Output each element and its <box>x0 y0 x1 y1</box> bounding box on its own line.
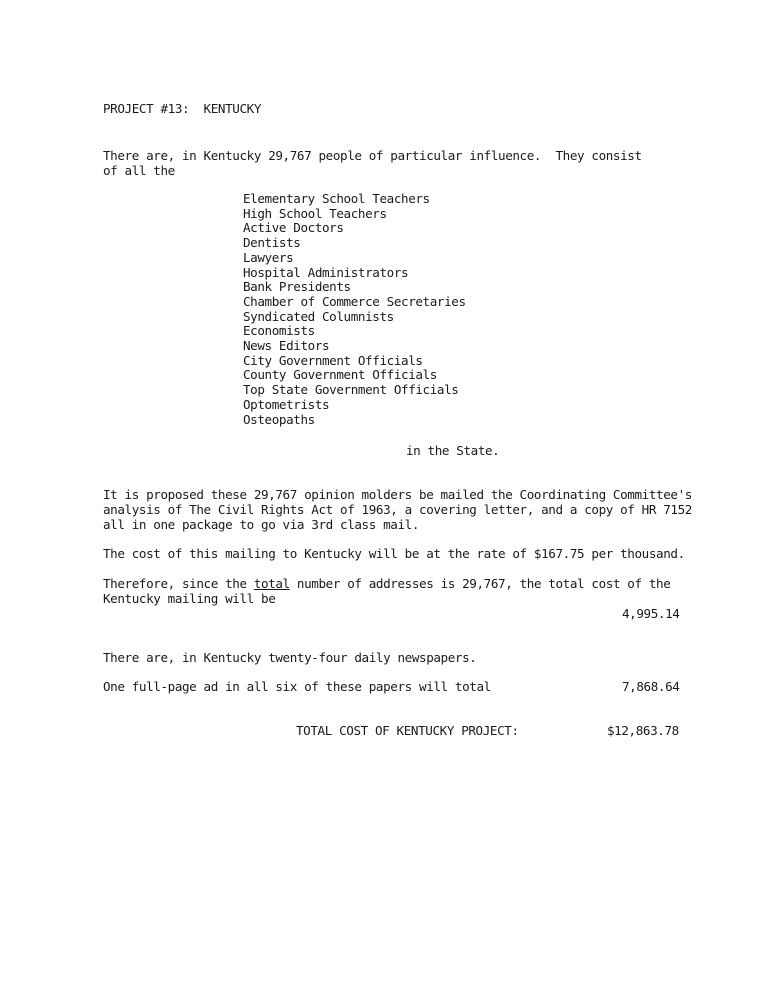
therefore-line-1 <box>103 576 670 591</box>
list-item: Lawyers <box>243 249 294 265</box>
total-cost-value: $12,863.78 <box>607 723 679 738</box>
intro-line-2: of all the <box>103 163 175 178</box>
list-item: Active Doctors <box>243 220 344 236</box>
list-item: Osteopaths <box>243 411 315 427</box>
therefore-pre: Therefore, since the <box>103 576 254 591</box>
therefore-underlined: total <box>253 576 290 591</box>
list-item: News Editors <box>243 338 330 354</box>
proposal-line-1: It is proposed these 29,767 opinion molders be mailed the Coordinating Committee's <box>103 487 692 502</box>
newspapers-line: There are, in Kentucky twenty-four daily newspapers. <box>103 650 477 665</box>
list-item: Dentists <box>243 235 301 251</box>
total-cost-label: TOTAL COST OF KENTUCKY PROJECT: <box>296 723 519 738</box>
ad-cost-line: One full-page ad in all six of these papers will total <box>103 679 491 694</box>
project-heading: PROJECT #13: KENTUCKY <box>103 101 262 116</box>
list-item: Top State Government Officials <box>243 382 459 398</box>
in-the-state: in the State. <box>406 443 500 458</box>
list-item: Bank Presidents <box>243 279 351 295</box>
cost-rate-line: The cost of this mailing to Kentucky will be at the rate of $167.75 per thousand. <box>103 546 685 561</box>
therefore-line-2: Kentucky mailing will be <box>103 591 276 606</box>
therefore-post: number of addresses is 29,767, the total cost of the <box>289 576 671 591</box>
list-item: High School Teachers <box>243 205 387 221</box>
proposal-line-2: analysis of The Civil Rights Act of 1963, a covering letter, and a copy of HR 7152 <box>103 502 692 517</box>
list-item: Optometrists <box>243 396 330 412</box>
list-item: Economists <box>243 323 315 339</box>
mailing-total-value: 4,995.14 <box>622 606 680 621</box>
list-item: Elementary School Teachers <box>243 191 430 206</box>
list-item: Syndicated Columnists <box>243 308 394 324</box>
list-item: County Government Officials <box>243 367 437 383</box>
influence-groups-list <box>243 192 466 427</box>
proposal-line-3: all in one package to go via 3rd class mail. <box>103 517 420 532</box>
list-item: Chamber of Commerce Secretaries <box>243 293 466 309</box>
list-item: City Government Officials <box>243 352 423 368</box>
ad-total-value: 7,868.64 <box>622 679 680 694</box>
list-item: Hospital Administrators <box>243 264 409 280</box>
intro-line-1: There are, in Kentucky 29,767 people of particular influence. They consist <box>103 148 642 163</box>
